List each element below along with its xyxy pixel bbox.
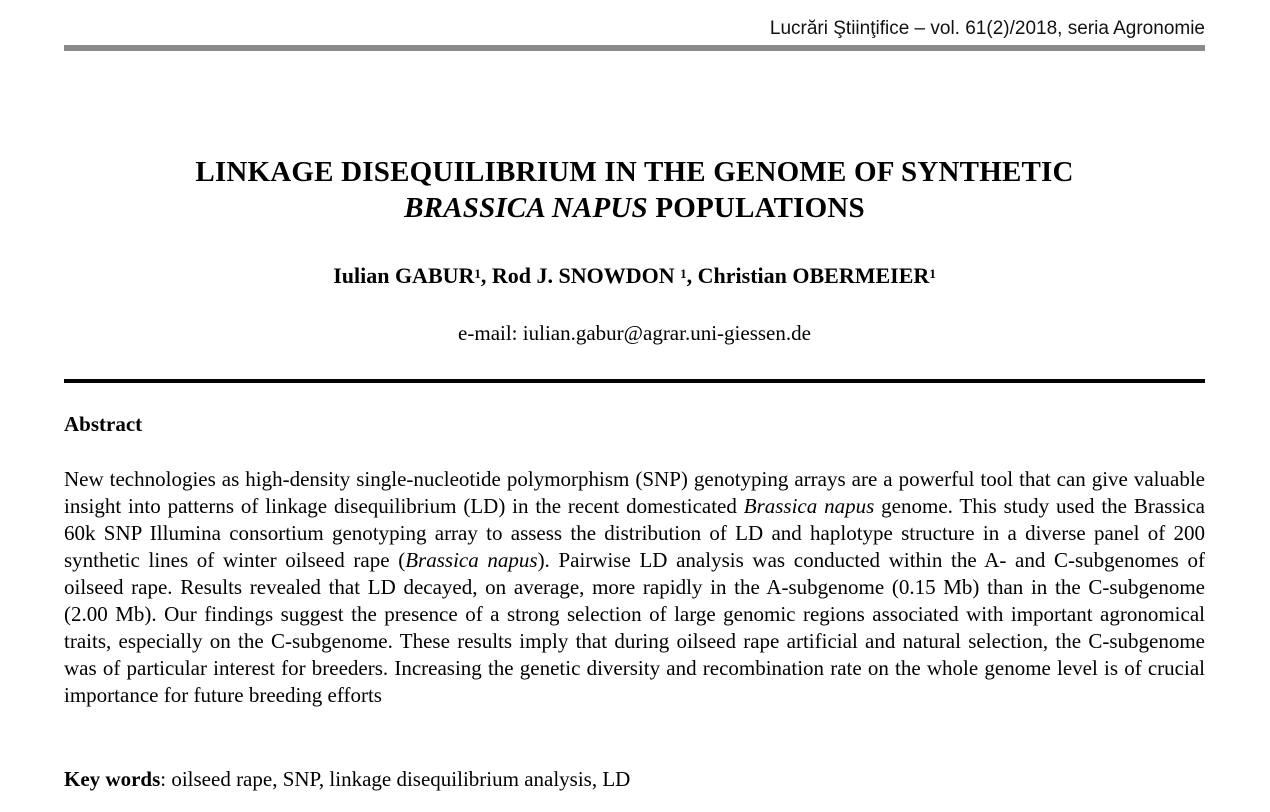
author-separator: , [686,263,698,288]
author-separator: , [480,263,492,288]
title-species-name: BRASSICA NAPUS [404,192,648,224]
abstract-text-segment: New technologies as high-density single-nucleotide polymorphism (SNP) genotyping arrays are a powerful tool that can give valuable insight into patterns of linkage disequilibrium (LD) in the recent domesticated [64,467,1205,518]
abstract-text-segment: genome. This study used the Brassica 60k SNP Illumina consortium genotyping array to assess the distribution of LD and haplotype structure in a diverse panel of 200 synthetic lines of winter oilseed rape ( [64,494,1205,572]
title-line-2-rest: POPULATIONS [647,192,865,224]
abstract-heading: Abstract [64,412,143,436]
keywords-label: Key words [64,767,161,791]
author-name: Christian OBERMEIER [697,263,930,288]
abstract-body [64,466,1205,709]
abstract-species-name: Brassica napus [405,548,538,572]
header-rule [64,45,1205,51]
author-affiliation: 1 [474,266,481,281]
abstract-text-segment: ). Pairwise LD analysis was conducted within the A- and C-subgenomes of oilseed rape. Results revealed that LD decayed, on average, more rapidly in the A-subgenome (0.15 Mb) than in the C-subgenome (2.00 Mb). Our findings suggest the presence of a strong selection of large genomic regions associated with important agronomical traits, especially on the C-subgenome. These results imply that during oilseed rape artificial and natural selection, the C-subgenome was of particular interest for breeders. Increasing the genetic diversity and recombination rate on the whole genome level is of crucial importance for future breeding efforts [64,548,1205,707]
journal-running-head: Lucrări Ştiinţifice – vol. 61(2)/2018, seria Agronomie [769,18,1205,39]
author-name: Iulian GABUR [333,263,475,288]
author-affiliation: 1 [680,266,687,281]
title-line-2 [64,190,1205,226]
abstract-species-name: Brassica napus [743,494,875,518]
keywords [64,765,630,793]
contact-email: e-mail: iulian.gabur@agrar.uni-giessen.de [458,321,811,345]
author-affiliation: 1 [929,266,936,281]
author-list [64,262,1205,290]
paper-title [64,154,1205,226]
author-name: Rod J. SNOWDON [491,263,681,288]
title-line-1: LINKAGE DISEQUILIBRIUM IN THE GENOME OF SYNTHETIC [195,156,1074,188]
keywords-text: : oilseed rape, SNP, linkage disequilibrium analysis, LD [160,767,631,791]
section-rule [64,379,1205,383]
